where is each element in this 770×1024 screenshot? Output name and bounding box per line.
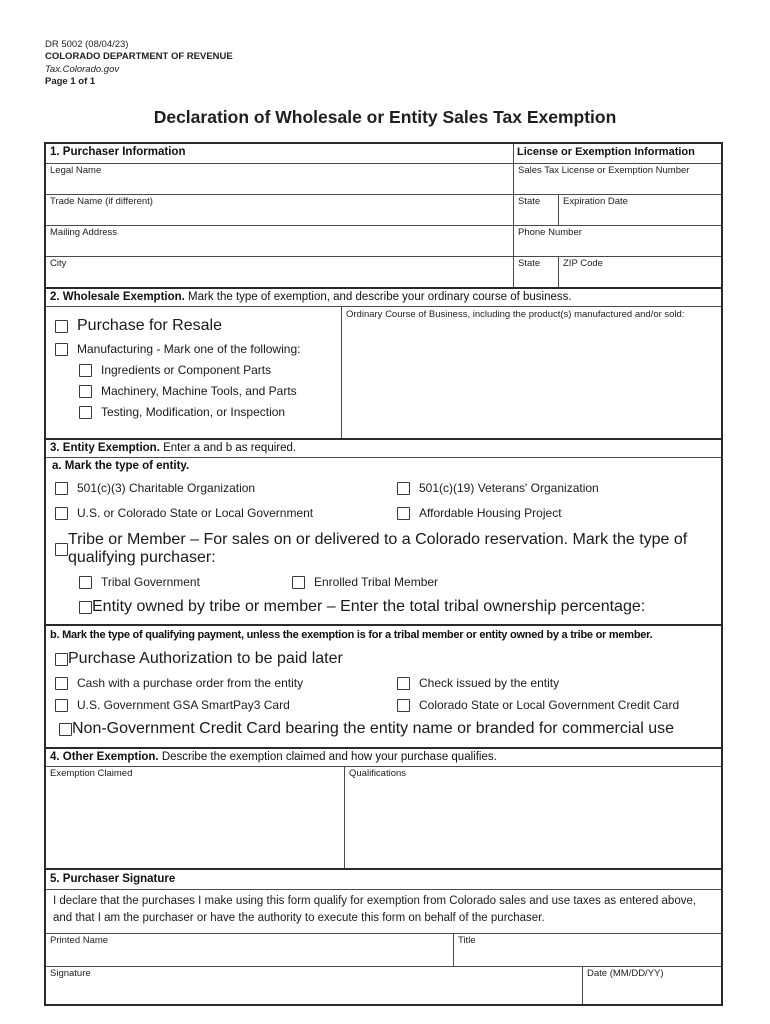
wholesale-checkbox-list bbox=[46, 307, 341, 438]
colorado-credit-card-item bbox=[397, 698, 679, 712]
check-row bbox=[46, 676, 721, 690]
section3-heading-rest: Enter a and b as required. bbox=[159, 442, 297, 454]
check-row bbox=[46, 598, 721, 616]
date-field[interactable] bbox=[582, 967, 721, 1004]
license-info-heading: License or Exemption Information bbox=[513, 144, 721, 163]
printed-name-field[interactable] bbox=[46, 934, 453, 966]
website: Tax.Colorado.gov bbox=[45, 63, 120, 75]
exemption-claimed-field[interactable] bbox=[46, 767, 344, 868]
check-row bbox=[46, 720, 721, 738]
entity-government-item bbox=[55, 506, 397, 520]
legal-name-field[interactable] bbox=[46, 164, 513, 194]
mailing-address-field[interactable] bbox=[46, 226, 513, 256]
section4-heading bbox=[46, 749, 721, 766]
tribal-government-label: Tribal Government bbox=[101, 575, 200, 589]
checkbox-enrolled-tribal-member[interactable] bbox=[292, 576, 305, 589]
sales-tax-license-field[interactable] bbox=[513, 164, 721, 194]
entity-501c19-item bbox=[397, 481, 599, 495]
zip-code-label: ZIP Code bbox=[563, 258, 603, 269]
section3b-heading: b. Mark the type of qualifying payment, unless the exemption is for a tribal member or entity owned by a tribe or member. bbox=[50, 629, 653, 641]
section3a-heading: a. Mark the type of entity. bbox=[52, 460, 190, 472]
check-issued-label: Check issued by the entity bbox=[419, 676, 560, 690]
gsa-smartpay-item bbox=[55, 698, 397, 712]
city-row bbox=[46, 256, 721, 287]
expiration-date-label: Expiration Date bbox=[563, 196, 628, 207]
501c19-label: 501(c)(19) Veterans' Organization bbox=[419, 481, 599, 495]
section5-header-row bbox=[46, 868, 721, 889]
section2-body bbox=[46, 306, 721, 438]
checkbox-us-colorado-government[interactable] bbox=[55, 507, 68, 520]
checkbox-colorado-credit-card[interactable] bbox=[397, 699, 410, 712]
check-row bbox=[46, 481, 721, 495]
check-row bbox=[46, 317, 341, 335]
checkbox-machinery[interactable] bbox=[79, 385, 92, 398]
manufacturing-label: Manufacturing - Mark one of the following: bbox=[77, 342, 301, 356]
checkbox-check-issued[interactable] bbox=[397, 677, 410, 690]
checkbox-purchase-for-resale[interactable] bbox=[55, 320, 68, 333]
page-title: Declaration of Wholesale or Entity Sales Tax Exemption bbox=[153, 107, 617, 127]
check-row bbox=[46, 405, 341, 419]
check-row bbox=[46, 342, 341, 356]
section1-heading: 1. Purchaser Information bbox=[50, 146, 186, 158]
gsa-smartpay-label: U.S. Government GSA SmartPay3 Card bbox=[77, 698, 290, 712]
section5-heading: 5. Purchaser Signature bbox=[50, 873, 176, 885]
section4-heading-bold: 4. Other Exemption. bbox=[50, 751, 159, 763]
check-row bbox=[46, 698, 721, 712]
legal-name-label: Legal Name bbox=[50, 165, 102, 176]
section2-heading-bold: 2. Wholesale Exemption. bbox=[50, 291, 185, 303]
exemption-claimed-label: Exemption Claimed bbox=[50, 768, 133, 779]
section2-header-row bbox=[46, 287, 721, 306]
checkbox-501c19[interactable] bbox=[397, 482, 410, 495]
checkbox-manufacturing[interactable] bbox=[55, 343, 68, 356]
signature-row bbox=[46, 966, 721, 1004]
signature-label: Signature bbox=[50, 967, 91, 979]
checkbox-cash-purchase-order[interactable] bbox=[55, 677, 68, 690]
machinery-label: Machinery, Machine Tools, and Parts bbox=[101, 384, 297, 398]
section3-heading-bold: 3. Entity Exemption. bbox=[50, 442, 160, 454]
declaration-row bbox=[46, 889, 721, 933]
title-field[interactable] bbox=[453, 934, 721, 966]
section3-heading bbox=[46, 440, 721, 457]
signature-field[interactable] bbox=[46, 967, 582, 1004]
printed-name-row bbox=[46, 933, 721, 966]
tribal-government-item bbox=[79, 575, 292, 589]
checkbox-entity-owned-by-tribe[interactable] bbox=[79, 601, 92, 614]
section3a-header-row bbox=[46, 457, 721, 475]
checkbox-tribal-government[interactable] bbox=[79, 576, 92, 589]
check-row bbox=[46, 650, 721, 668]
expiration-date-field[interactable] bbox=[558, 195, 721, 225]
section3b-body bbox=[46, 650, 721, 747]
section4-body bbox=[46, 766, 721, 868]
check-row bbox=[46, 575, 721, 589]
checkbox-non-government-card[interactable] bbox=[59, 723, 72, 736]
check-row bbox=[46, 531, 721, 567]
checkbox-501c3[interactable] bbox=[55, 482, 68, 495]
page-indicator: Page 1 of 1 bbox=[45, 76, 96, 88]
phone-number-field[interactable] bbox=[513, 226, 721, 256]
legal-name-row bbox=[46, 163, 721, 194]
mailing-address-label: Mailing Address bbox=[50, 227, 118, 238]
entity-housing-item bbox=[397, 506, 562, 520]
city-state-field[interactable] bbox=[513, 257, 558, 287]
purchase-authorization-label: Purchase Authorization to be paid later bbox=[68, 650, 343, 667]
department-name: COLORADO DEPARTMENT OF REVENUE bbox=[45, 51, 233, 63]
check-row bbox=[46, 384, 341, 398]
city-field[interactable] bbox=[46, 257, 513, 287]
purchase-for-resale-label: Purchase for Resale bbox=[77, 317, 222, 334]
declaration-text: I declare that the purchases I make using this form qualify for exemption from Colorado sales and use taxes as entered above, and that I am the purchaser or have the authority to execute this form on behalf of the purchaser. bbox=[53, 895, 697, 925]
colorado-credit-card-label: Colorado State or Local Government Credit Card bbox=[419, 698, 680, 712]
checkbox-purchase-authorization[interactable] bbox=[55, 653, 68, 666]
qualifications-label: Qualifications bbox=[349, 768, 407, 779]
checkbox-testing[interactable] bbox=[79, 406, 92, 419]
entity-owned-by-tribe-label: Entity owned by tribe or member – Enter the total tribal ownership percentage: bbox=[92, 598, 646, 615]
enrolled-tribal-member-item bbox=[292, 575, 438, 589]
check-row bbox=[46, 506, 721, 520]
section3a-body bbox=[46, 481, 721, 624]
form-number: DR 5002 (08/04/23) bbox=[45, 39, 129, 50]
section3-header-row bbox=[46, 438, 721, 457]
checkbox-gsa-smartpay[interactable] bbox=[55, 699, 68, 712]
qualifications-field[interactable] bbox=[344, 767, 721, 868]
license-state-label: State bbox=[518, 196, 541, 207]
testing-label: Testing, Modification, or Inspection bbox=[101, 405, 286, 419]
section2-heading-rest: Mark the type of exemption, and describe your ordinary course of business. bbox=[184, 291, 572, 303]
checkbox-affordable-housing[interactable] bbox=[397, 507, 410, 520]
document-header bbox=[45, 39, 233, 88]
trade-name-label: Trade Name (if different) bbox=[50, 196, 153, 207]
cash-purchase-order-item bbox=[55, 676, 397, 690]
affordable-housing-label: Affordable Housing Project bbox=[419, 506, 562, 520]
city-label: City bbox=[50, 258, 67, 269]
checkbox-ingredients[interactable] bbox=[79, 364, 92, 377]
section4-header-row bbox=[46, 747, 721, 766]
section2-heading bbox=[46, 289, 721, 306]
ordinary-course-field[interactable] bbox=[341, 307, 721, 438]
date-label: Date (MM/DD/YY) bbox=[587, 967, 664, 979]
trade-name-field[interactable] bbox=[46, 195, 513, 225]
ingredients-label: Ingredients or Component Parts bbox=[101, 363, 272, 377]
501c3-label: 501(c)(3) Charitable Organization bbox=[77, 481, 256, 495]
trade-name-row bbox=[46, 194, 721, 225]
us-colorado-government-label: U.S. or Colorado State or Local Government bbox=[77, 506, 314, 520]
license-state-field[interactable] bbox=[513, 195, 558, 225]
cash-purchase-order-label: Cash with a purchase order from the entity bbox=[77, 676, 304, 690]
entity-501c3-item bbox=[55, 481, 397, 495]
zip-code-field[interactable] bbox=[558, 257, 721, 287]
section3b-header-row bbox=[46, 624, 721, 644]
check-issued-item bbox=[397, 676, 559, 690]
ordinary-course-label: Ordinary Course of Business, including the product(s) manufactured and/or sold: bbox=[346, 309, 685, 320]
printed-name-label: Printed Name bbox=[50, 934, 109, 946]
section1-header-row bbox=[46, 144, 721, 163]
section4-heading-rest: Describe the exemption claimed and how your purchase qualifies. bbox=[158, 751, 497, 763]
sales-tax-license-label: Sales Tax License or Exemption Number bbox=[518, 165, 690, 176]
form-table bbox=[44, 142, 723, 1006]
phone-number-label: Phone Number bbox=[518, 227, 582, 238]
title-label: Title bbox=[458, 934, 476, 946]
city-state-label: State bbox=[518, 258, 541, 269]
mailing-address-row bbox=[46, 225, 721, 256]
check-row bbox=[46, 363, 341, 377]
non-government-card-label: Non-Government Credit Card bearing the entity name or branded for commercial use bbox=[72, 720, 675, 737]
tribe-or-member-label: Tribe or Member – For sales on or delivered to a Colorado reservation. Mark the type of qualifying purchaser: bbox=[68, 531, 688, 566]
checkbox-tribe-or-member[interactable] bbox=[55, 543, 68, 556]
enrolled-tribal-member-label: Enrolled Tribal Member bbox=[314, 575, 439, 589]
